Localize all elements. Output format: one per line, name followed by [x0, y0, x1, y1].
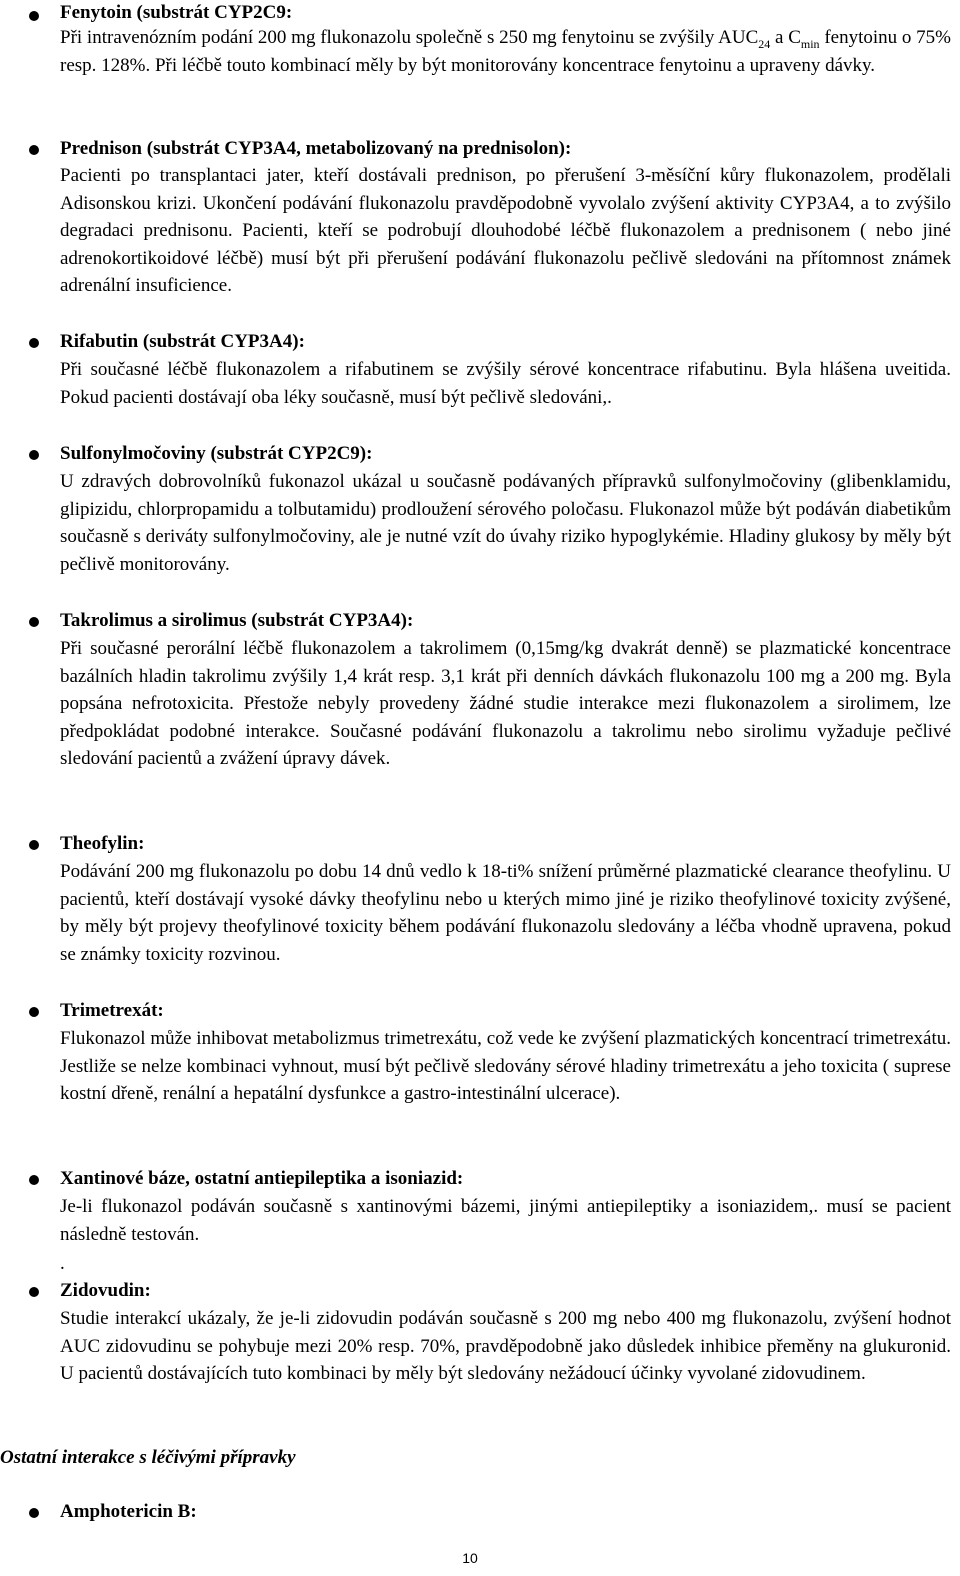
item-body-fenytoin	[60, 24, 951, 79]
item-heading-fenytoin: Fenytoin (substrát CYP2C9:	[60, 2, 293, 23]
fenytoin-sub-cmin: min	[800, 36, 820, 51]
bullet-icon	[29, 450, 39, 460]
item-body-prednison: Pacienti po transplantaci jater, kteří dostávali prednison, po přerušení 3-měsíční kůry flukonazolem, prodělali Adisonskou krizi. Ukončení podávání flukonazolu pravděpodobně vyvolalo zvýšení aktivity CYP3A4, a to zvýšilo degradaci prednisonu. Pacienti, kteří se podrobují dlouhodobé léčbě flukonazolem a prednisonem ( nebo jiné adrenokortikoidové léčbě) musí být při přerušení podávání flukonazolu pečlivě sledováni na přítomnost známek adrenální insuficience.	[60, 165, 951, 296]
item-body-sulfonylmocoviny: U zdravých dobrovolníků fukonazol ukázal u současně podávaných přípravků sulfonylmočoviny (glibenklamidu, glipizidu, chlorpropamidu a tolbutamidu) prodloužení sérového poločasu. Flukonazol může být podáván diabetikům současně s deriváty sulfonylmočoviny, ale je nutné vzít do úvahy riziko hypoglykémie. Hladiny glukosy by měly být pečlivě monitorovány.	[60, 471, 951, 575]
fenytoin-text-b: a C	[770, 27, 801, 48]
bullet-icon	[29, 145, 39, 155]
bullet-icon	[29, 617, 39, 627]
item-heading-xantinove-baze: Xantinové báze, ostatní antiepileptika a isoniazid:	[60, 1168, 464, 1189]
section-title: Ostatní interakce s léčivými přípravky	[0, 1447, 296, 1468]
item-heading-takrolimus: Takrolimus a sirolimus (substrát CYP3A4):	[60, 610, 414, 631]
item-heading-theofylin: Theofylin:	[60, 833, 145, 854]
item-body-rifabutin: Při současné léčbě flukonazolem a rifabutinem se zvýšily sérové koncentrace rifabutinu. Byla hlášena uveitida. Pokud pacienti dostávají oba léky současně, musí být pečlivě sledováni,.	[60, 359, 951, 408]
fenytoin-text-a: Při intravenózním podání 200 mg flukonazolu společně s 250 mg fenytoinu se zvýšily AUC	[60, 27, 759, 48]
bullet-icon	[29, 1287, 39, 1297]
item-body-trimetrexat: Flukonazol může inhibovat metabolizmus trimetrexátu, což vede ke zvýšení plazmatických koncentrací trimetrexátu. Jestliže se nelze kombinaci vyhnout, musí být pečlivě sledovány sérové hladiny trimetrexátu a jeho toxicita ( suprese kostní dřeně, renální a hepatální dysfunkce a gastro-intestinální ulcerace).	[60, 1028, 951, 1104]
item-heading-trimetrexat: Trimetrexát:	[60, 1000, 164, 1021]
item-heading-zidovudin: Zidovudin:	[60, 1280, 151, 1301]
stray-dot: .	[60, 1253, 65, 1274]
bullet-icon	[29, 840, 39, 850]
bullet-icon	[29, 11, 39, 21]
item-heading-amphotericin: Amphotericin B:	[60, 1501, 197, 1522]
item-body-zidovudin: Studie interakcí ukázaly, že je-li zidovudin podáván současně s 200 mg nebo 400 mg flukonazolu, zvýšení hodnot AUC zidovudinu se pohybuje mezi 20% resp. 70%, pravděpodobně jako důsledek inhibice přeměny na glukuronid. U pacientů dostávajících tuto kombinaci by měly být sledovány nežádoucí účinky vyvolané zidovudinem.	[60, 1308, 951, 1384]
fenytoin-sub-auc: 24	[758, 36, 771, 51]
item-heading-rifabutin: Rifabutin (substrát CYP3A4):	[60, 331, 305, 352]
bullet-icon	[29, 338, 39, 348]
item-body-takrolimus: Při současné perorální léčbě flukonazolem a takrolimem (0,15mg/kg dvakrát denně) se plazmatické koncentrace bazálních hladin takrolimu zvýšily 1,4 krát resp. 3,1 krát při denních dávkách flukonazolu 100 mg a 200 mg. Byla popsána nefrotoxicita. Přestože nebyly provedeny žádné studie interakce mezi flukonazolem a sirolimem, lze předpokládat podobné interakce. Současné podávání flukonazolu a takrolimu nebo sirolimu vyžaduje pečlivé sledování pacientů a zvážení úpravy dávek.	[60, 638, 951, 769]
item-body-theofylin: Podávání 200 mg flukonazolu po dobu 14 dnů vedlo k 18-ti% snížení průměrné plazmatické clearance theofylinu. U pacientů, kteří dostávají vysoké dávky theofylinu nebo u kterých mimo jiné je riziko theofylinové toxicity zvýšené, by měly být projevy theofylinové toxicity během podávání flukonazolu sledovány a léčba vhodně upravena, pokud se známky toxicity rozvinou.	[60, 861, 951, 965]
item-heading-prednison: Prednison (substrát CYP3A4, metabolizovaný na prednisolon):	[60, 138, 572, 159]
bullet-icon	[29, 1175, 39, 1185]
fenytoin-text-c: fenytoinu o 75% resp. 128%. Při léčbě touto kombinací měly by být monitorovány koncentrace fenytoinu a upraveny dávky.	[60, 27, 951, 76]
bullet-icon	[29, 1007, 39, 1017]
page-number: 10	[462, 1550, 478, 1566]
bullet-icon	[29, 1508, 39, 1518]
item-heading-sulfonylmocoviny: Sulfonylmočoviny (substrát CYP2C9):	[60, 443, 373, 464]
item-body-xantinove-baze: Je-li flukonazol podáván současně s xantinovými bázemi, jinými antiepileptiky a isoniazidem,. musí se pacient následně testován.	[60, 1196, 951, 1245]
